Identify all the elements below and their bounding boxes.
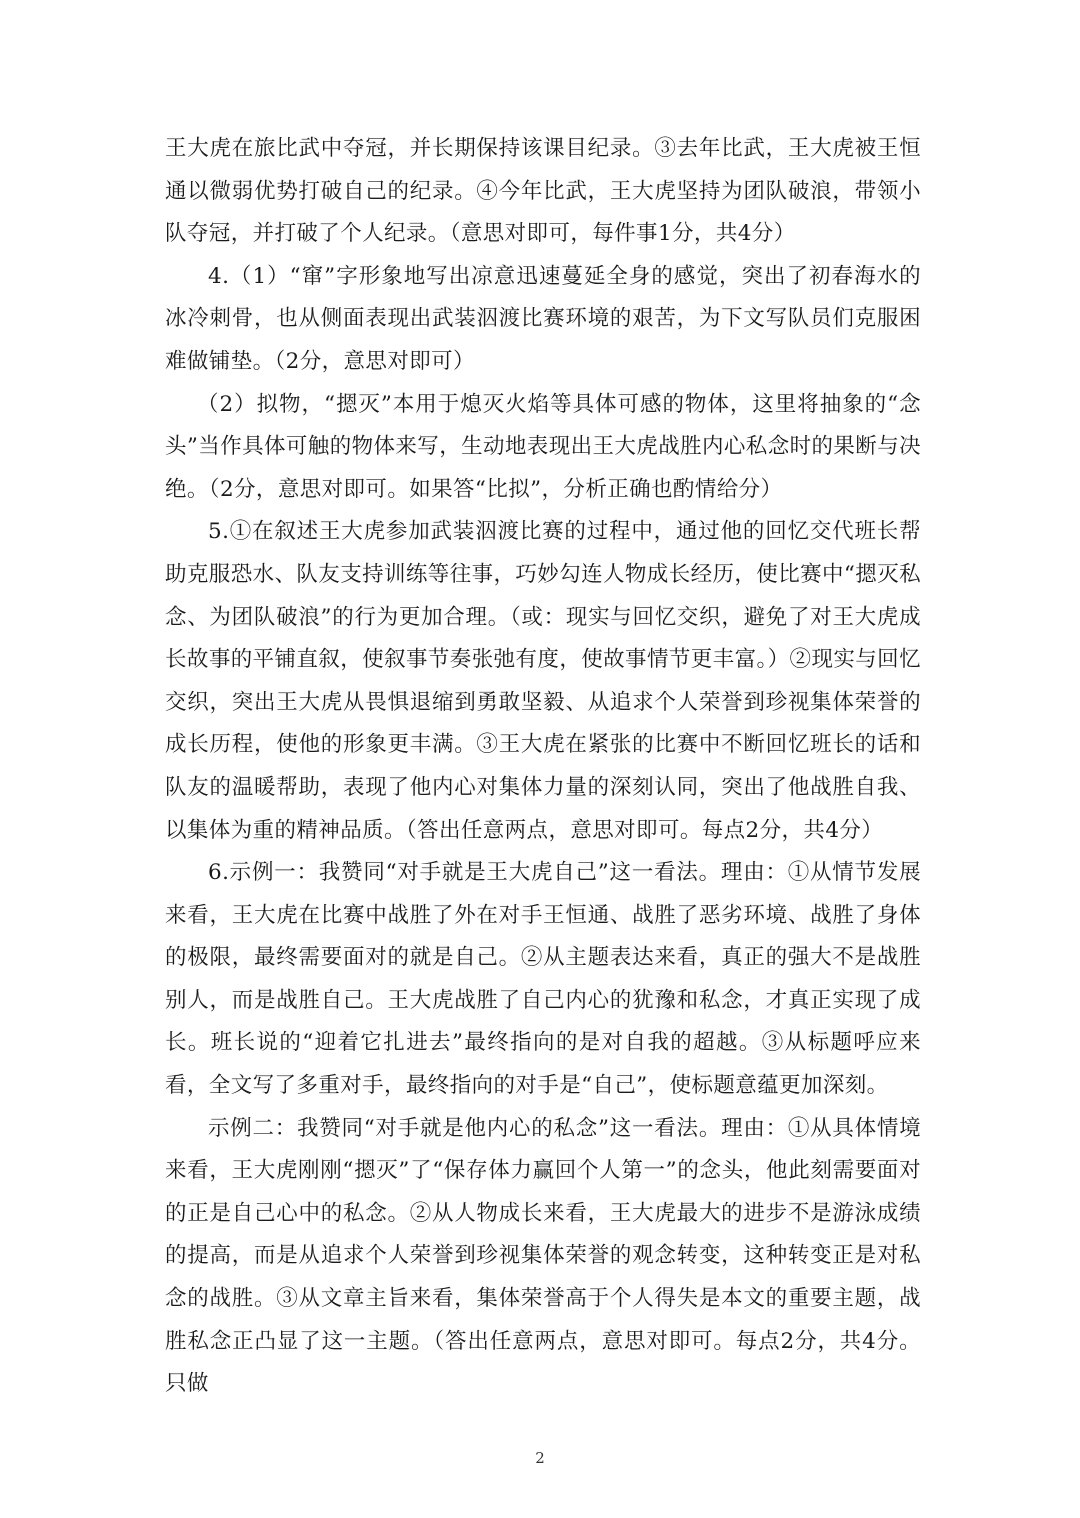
page-number: 2 — [535, 1449, 545, 1467]
paragraph-q6-example2: 示例二：我赞同“对手就是他内心的私念”这一看法。理由：①从具体情境来看，王大虎刚刚“摁灭”了“保存体力赢回个人第一”的念头，他此刻需要面对的正是自己心中的私念。②从人物成长来看，王大虎最大的进步不是游泳成绩的提高，而是从追求个人荣誉到珍视集体荣誉的观念转变，这种转变正是对私念的战胜。③从文章主旨来看，集体荣誉高于个人得失是本文的重要主题，战胜私念正凸显了这一主题。（答出任意两点，意思对即可。每点2分，共4分。只做 — [165, 1115, 921, 1397]
paragraph-q6-example1: 6.示例一：我赞同“对手就是王大虎自己”这一看法。理由：①从情节发展来看，王大虎在比赛中战胜了外在对手王恒通、战胜了恶劣环境、战胜了身体的极限，最终需要面对的就是自己。②从主题表达来看，真正的强大不是战胜别人，而是战胜自己。王大虎战胜了自己内心的犹豫和私念，才真正实现了成长。班长说的“迎着它扎进去”最终指向的是对自我的超越。③从标题呼应来看，全文写了多重对手，最终指向的对手是“自己”，使标题意蕴更加深刻。 — [165, 860, 921, 1099]
paragraph-q4-part1: 4.（1）“窜”字形象地写出凉意迅速蔓延全身的感觉，突出了初春海水的冰冷刺骨，也从侧面表现出武装泅渡比赛环境的艰苦，为下文写队员们克服困难做铺垫。（2分，意思对即可） — [165, 263, 921, 374]
answer-text-body — [165, 128, 921, 1406]
paragraph-q4-part2: （2）拟物，“摁灭”本用于熄灭火焰等具体可感的物体，这里将抽象的“念头”当作具体可触的物体来写，生动地表现出王大虎战胜内心私念时的果断与决绝。（2分，意思对即可。如果答“比拟”，分析正确也酌情给分） — [165, 391, 921, 502]
paragraph-q5: 5.①在叙述王大虎参加武装泅渡比赛的过程中，通过他的回忆交代班长帮助克服恐水、队友支持训练等往事，巧妙勾连人物成长经历，使比赛中“摁灭私念、为团队破浪”的行为更加合理。（或：现实与回忆交织，避免了对王大虎成长故事的平铺直叙，使叙事节奏张弛有度，使故事情节更丰富。）②现实与回忆交织，突出王大虎从畏惧退缩到勇敢坚毅、从追求个人荣誉到珍视集体荣誉的成长历程，使他的形象更丰满。③王大虎在紧张的比赛中不断回忆班长的话和队友的温暖帮助，表现了他内心对集体力量的深刻认同，突出了他战胜自我、以集体为重的精神品质。（答出任意两点，意思对即可。每点2分，共4分） — [165, 519, 921, 843]
paragraph-q3-continued: 王大虎在旅比武中夺冠，并长期保持该课目纪录。③去年比武，王大虎被王恒通以微弱优势打破自己的纪录。④今年比武，王大虎坚持为团队破浪，带领小队夺冠，并打破了个人纪录。（意思对即可，每件事1分，共4分） — [165, 136, 921, 247]
